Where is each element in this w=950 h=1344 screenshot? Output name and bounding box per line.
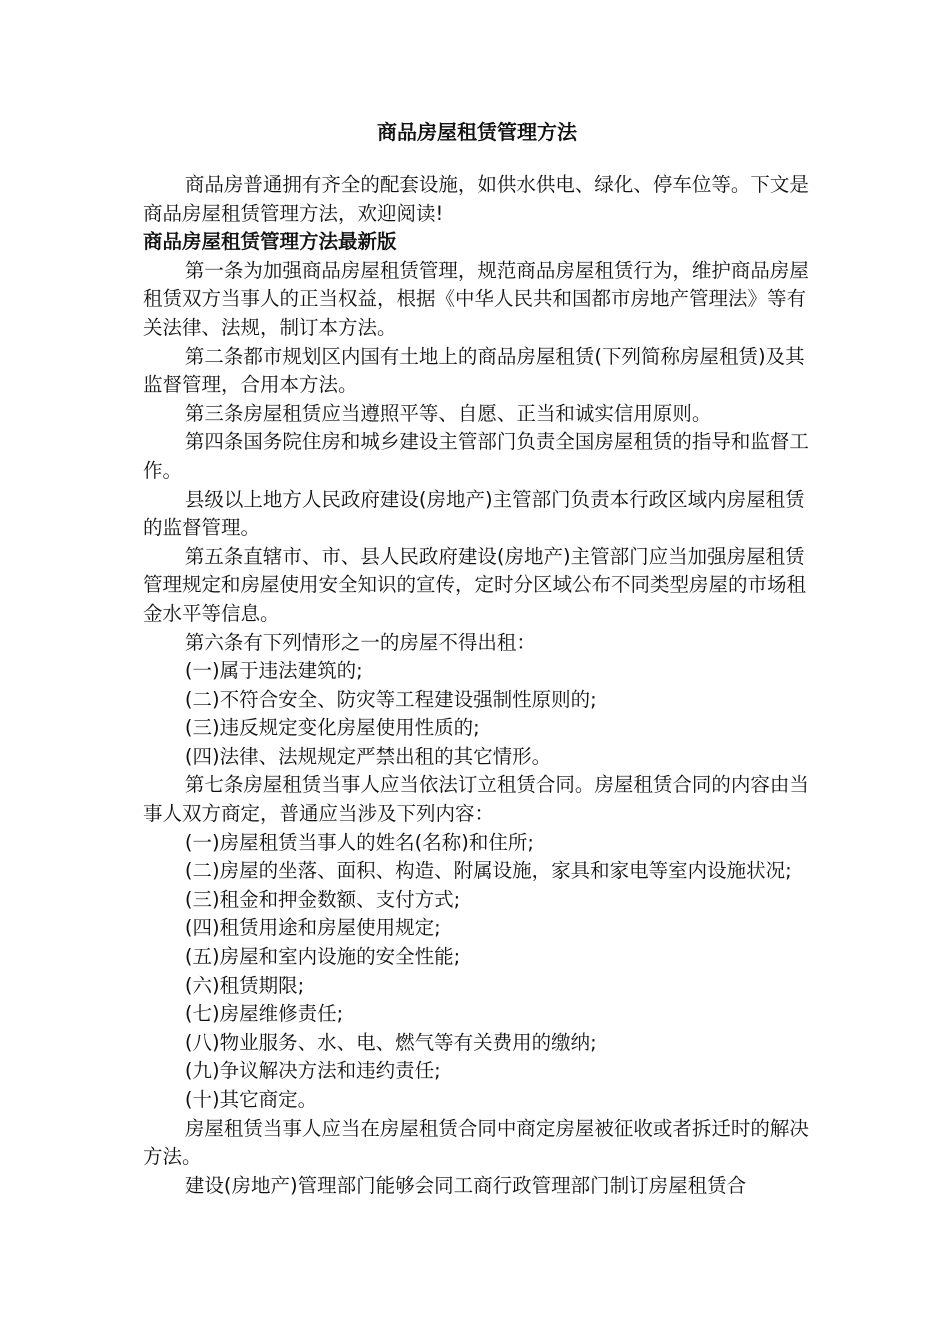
article-4-continued: 县级以上地方人民政府建设(房地产)主管部门负责本行政区域内房屋租赁的监督管理。 (143, 487, 805, 540)
intro-paragraph: 商品房普通拥有齐全的配套设施，如供水供电、绿化、停车位等。下文是商品房屋租赁管理方法，欢迎阅读! (143, 173, 809, 225)
article-7-item-3: (三)租金和押金数额、支付方式; (184, 887, 461, 911)
article-7-item-2: (二)房屋的坐落、面积、构造、附属设施，家具和家电等室内设施状况; (184, 859, 792, 883)
article-3: 第三条房屋租赁应当遵照平等、自愿、正当和诚实信用原则。 (184, 401, 712, 425)
article-7-template-clause: 建设(房地产)管理部门能够会同工商行政管理部门制订房屋租赁合 (184, 1173, 747, 1197)
article-7-item-5: (五)房屋和室内设施的安全性能; (184, 945, 461, 969)
article-7-item-9: (九)争议解决方法和违约责任; (184, 1059, 441, 1083)
article-7-demolition-clause: 房屋租赁当事人应当在房屋租赁合同中商定房屋被征收或者拆迁时的解决方法。 (143, 1116, 809, 1169)
article-7-item-7: (七)房屋维修责任; (184, 1002, 344, 1026)
document-title: 商品房屋租赁管理方法 (377, 120, 577, 144)
article-6-item-4: (四)法律、法规规定严禁出租的其它情形。 (184, 744, 552, 768)
article-1: 第一条为加强商品房屋租赁管理，规范商品房屋租赁行为，维护商品房屋租赁双方当事人的正当权益，根据《中华人民共和国都市房地产管理法》等有关法律、法规，制订本方法。 (143, 258, 809, 339)
article-2: 第二条都市规划区内国有土地上的商品房屋租赁(下列简称房屋租赁)及其监督管理，合用本方法。 (143, 344, 805, 397)
document-page (143, 118, 811, 1200)
section-heading: 商品房屋租赁管理方法最新版 (143, 230, 397, 254)
article-7-item-1: (一)房屋租赁当事人的姓名(名称)和住所; (184, 830, 534, 854)
article-6: 第六条有下列情形之一的房屋不得出租： (184, 630, 536, 654)
article-6-item-1: (一)属于违法建筑的; (184, 659, 363, 683)
article-7-item-10: (十)其它商定。 (184, 1088, 318, 1111)
article-6-item-2: (二)不符合安全、防灾等工程建设强制性原则的; (184, 687, 597, 711)
article-5: 第五条直辖市、市、县人民政府建设(房地产)主管部门应当加强房屋租赁管理规定和房屋使用安全知识的宣传，定时分区域公布不同类型房屋的市场租金水平等信息。 (143, 544, 807, 625)
article-7-item-4: (四)租赁用途和房屋使用规定; (184, 916, 441, 940)
article-4: 第四条国务院住房和城乡建设主管部门负责全国房屋租赁的指导和监督工作。 (143, 430, 809, 482)
article-7: 第七条房屋租赁当事人应当依法订立租赁合同。房屋租赁合同的内容由当事人双方商定，普通应当涉及下列内容： (143, 773, 809, 826)
article-7-item-6: (六)租赁期限; (184, 973, 305, 997)
article-6-item-3: (三)违反规定变化房屋使用性质的; (184, 716, 480, 740)
article-7-item-8: (八)物业服务、水、电、燃气等有关费用的缴纳; (184, 1030, 597, 1054)
